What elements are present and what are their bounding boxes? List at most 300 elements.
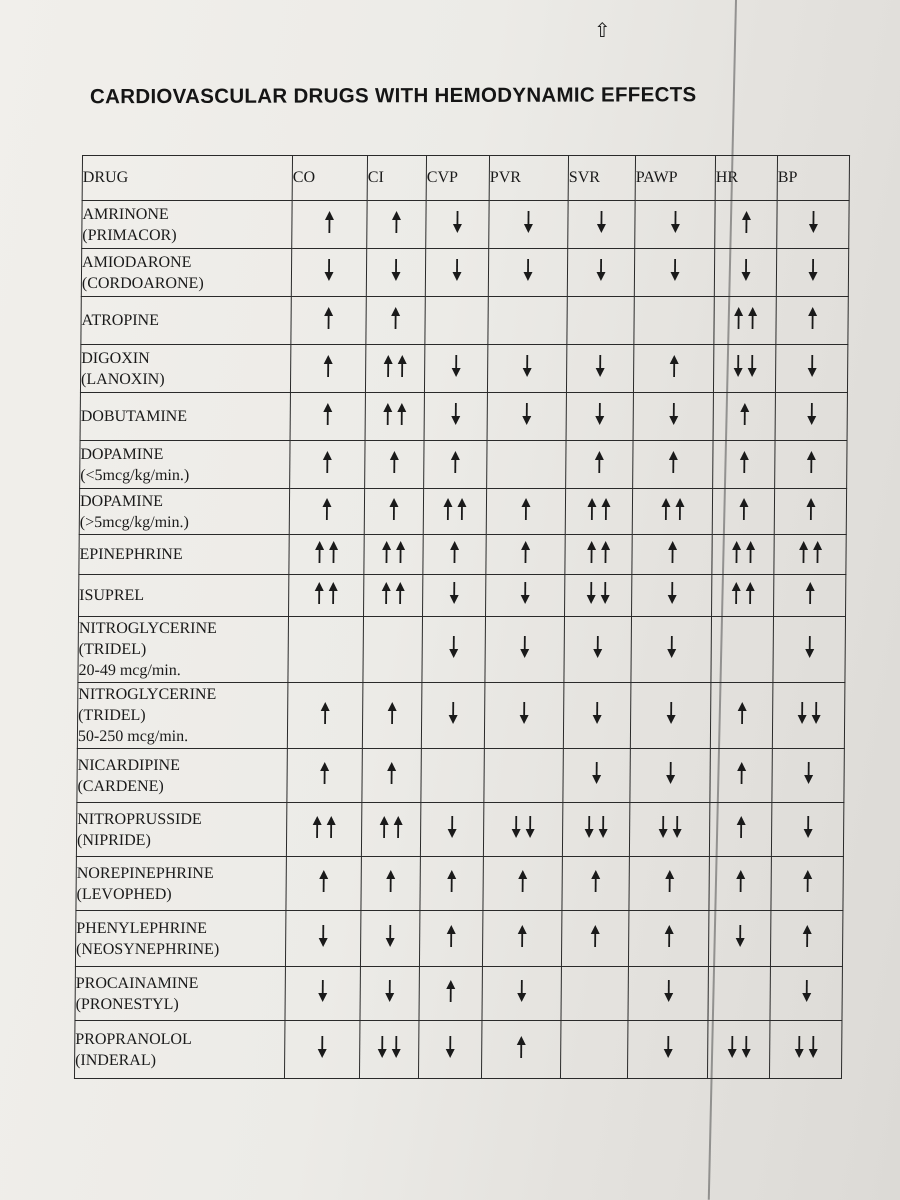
effect-cell-co (289, 489, 364, 535)
drug-name-line: (INDERAL) (75, 1051, 157, 1069)
arrow-up-icon (520, 497, 532, 521)
arrow-up-icon (744, 581, 756, 605)
drug-name-line: DOPAMINE (79, 492, 164, 510)
arrow-up-icon (663, 869, 675, 893)
arrow-up-icon (736, 701, 748, 725)
effect-cell-svr (568, 201, 635, 249)
column-header-pvr: PVR (489, 156, 568, 201)
arrow-up-icon (386, 761, 398, 785)
arrow-down-icon (810, 701, 822, 725)
arrow-down-icon (595, 210, 607, 234)
effect-cell-pawp (629, 803, 709, 857)
arrow-down-icon (583, 815, 595, 839)
arrow-up-icon (446, 869, 458, 893)
table-row (77, 683, 845, 749)
arrow-down-icon (448, 635, 460, 659)
arrow-up-icon (737, 497, 749, 521)
effect-cell-co (286, 803, 361, 857)
arrow-down-icon (521, 354, 533, 378)
arrow-up-icon (390, 210, 402, 234)
drug-name-line: NITROGLYCERINE (78, 686, 217, 703)
arrow-up-icon (811, 540, 823, 564)
arrow-up-icon (321, 450, 333, 474)
effect-cell-svr (565, 575, 632, 617)
effect-cell-co (287, 749, 362, 803)
effect-cell-svr (561, 967, 628, 1021)
effect-cell-hr (708, 967, 770, 1021)
arrow-down-icon (796, 701, 808, 725)
effect-cell-ci (362, 749, 421, 803)
drug-name-cell (80, 393, 290, 441)
arrow-up-icon (323, 210, 335, 234)
effect-cell-bp (771, 803, 843, 857)
drug-name-cell (79, 575, 289, 617)
arrow-up-icon (730, 540, 742, 564)
effect-cell-ci (361, 857, 420, 911)
effect-cell-cvp (423, 489, 486, 535)
effect-cell-hr (712, 489, 774, 535)
arrow-down-icon (521, 402, 533, 426)
arrow-down-icon (316, 1035, 328, 1059)
arrow-down-icon (732, 354, 744, 378)
table-row (80, 345, 847, 393)
arrow-down-icon (740, 1035, 752, 1059)
drug-name-line: ISUPREL (79, 587, 145, 604)
effect-cell-bp (775, 345, 847, 393)
arrow-up-icon (382, 354, 394, 378)
effect-cell-bp (769, 1021, 842, 1079)
drug-name-line: DOBUTAMINE (80, 408, 188, 425)
effect-cell-bp (775, 393, 847, 441)
arrow-up-icon (313, 581, 325, 605)
corner-arrow-mark: ⇧ (594, 18, 611, 42)
arrow-down-icon (591, 701, 603, 725)
effect-cell-pvr (486, 489, 565, 535)
effect-cell-bp (770, 911, 842, 967)
effect-cell-co (291, 249, 366, 297)
effect-cell-co (290, 393, 365, 441)
arrow-up-icon (319, 701, 331, 725)
drug-name-cell (75, 967, 285, 1021)
effect-cell-pawp (632, 535, 712, 575)
drug-name-line: NITROGLYCERINE (78, 620, 217, 637)
effect-cell-svr (562, 803, 629, 857)
effect-cell-pawp (632, 575, 712, 617)
effect-cell-bp (772, 749, 844, 803)
drug-name-line: 20-49 mcg/min. (78, 662, 181, 679)
table-row (79, 575, 846, 617)
effect-cell-pawp (634, 249, 714, 297)
arrow-up-icon (386, 701, 398, 725)
arrow-down-icon (510, 815, 522, 839)
column-header-cvp: CVP (426, 156, 489, 201)
effect-cell-cvp (420, 857, 483, 911)
effect-cell-pawp (632, 489, 712, 535)
table-row (74, 1021, 842, 1079)
arrow-up-icon (589, 924, 601, 948)
effect-cell-hr (707, 1021, 770, 1079)
effect-cell-co (286, 857, 361, 911)
arrow-up-icon (519, 540, 531, 564)
arrow-down-icon (451, 210, 463, 234)
effect-cell-pawp (633, 345, 713, 393)
arrow-down-icon (595, 258, 607, 282)
column-header-bp: BP (777, 156, 849, 201)
arrow-up-icon (744, 540, 756, 564)
effect-cell-pawp (630, 749, 710, 803)
arrow-up-icon (805, 450, 817, 474)
effect-cell-pvr (489, 201, 568, 249)
arrow-up-icon (734, 869, 746, 893)
arrow-down-icon (800, 979, 812, 1003)
arrow-down-icon (447, 701, 459, 725)
effect-cell-hr (710, 749, 772, 803)
arrow-up-icon (738, 450, 750, 474)
arrow-down-icon (662, 979, 674, 1003)
arrow-up-icon (396, 402, 408, 426)
arrow-down-icon (671, 815, 683, 839)
drug-name-cell (80, 441, 290, 489)
drug-name-line: (LANOXIN) (81, 370, 165, 388)
effect-cell-cvp (420, 803, 483, 857)
arrow-down-icon (739, 258, 751, 282)
arrow-up-icon (382, 402, 394, 426)
arrow-up-icon (668, 354, 680, 378)
table-row (82, 201, 849, 249)
drug-name-line: NICARDIPINE (77, 756, 181, 774)
arrow-up-icon (394, 540, 406, 564)
table-row (75, 911, 842, 967)
effect-cell-bp (770, 967, 842, 1021)
effect-cell-hr (709, 803, 771, 857)
effect-cell-bp (777, 201, 849, 249)
arrow-up-icon (804, 497, 816, 521)
effect-cell-pvr (484, 683, 564, 749)
arrow-up-icon (322, 402, 334, 426)
drug-name-line: (CARDENE) (77, 777, 164, 795)
drug-name-line: (>5mcg/kg/min.) (79, 513, 189, 531)
arrow-up-icon (445, 924, 457, 948)
drug-name-line: AMIODARONE (82, 253, 192, 271)
arrow-down-icon (444, 1035, 456, 1059)
effect-cell-bp (774, 575, 846, 617)
effect-cell-co (290, 441, 365, 489)
effect-cell-svr (567, 249, 634, 297)
effect-cell-ci (361, 803, 420, 857)
arrow-down-icon (384, 979, 396, 1003)
arrow-down-icon (805, 402, 817, 426)
effect-cell-ci (360, 911, 419, 967)
effect-cell-cvp (423, 575, 486, 617)
table-row (79, 535, 846, 575)
effect-cell-pvr (485, 617, 565, 683)
effect-cell-bp (776, 249, 848, 297)
effect-cell-co (289, 575, 364, 617)
effect-cell-pvr (487, 441, 566, 489)
arrow-down-icon (793, 1035, 805, 1059)
drug-name-cell (80, 345, 290, 393)
effect-cell-hr (713, 441, 775, 489)
drug-name-line: (CORDOARONE) (81, 274, 204, 292)
arrow-down-icon (807, 210, 819, 234)
effect-cell-hr (712, 535, 774, 575)
effect-cell-pvr (488, 249, 567, 297)
effect-cell-pawp (629, 857, 709, 911)
drug-name-cell (81, 249, 291, 297)
effect-cell-pvr (488, 297, 567, 345)
arrow-up-icon (804, 581, 816, 605)
arrow-up-icon (319, 761, 331, 785)
effect-cell-cvp (419, 967, 482, 1021)
arrow-down-icon (594, 402, 606, 426)
table-row (80, 441, 847, 489)
arrow-down-icon (746, 354, 758, 378)
effect-cell-pawp (631, 617, 712, 683)
effect-cell-co (284, 1021, 360, 1079)
effect-cell-bp (771, 857, 843, 911)
arrow-up-icon (325, 815, 337, 839)
table-row (78, 617, 846, 683)
hemodynamic-effects-table (74, 155, 850, 1079)
effect-cell-bp (775, 441, 847, 489)
effect-cell-svr (566, 345, 633, 393)
arrow-up-icon (313, 540, 325, 564)
arrow-down-icon (519, 581, 531, 605)
arrow-up-icon (590, 869, 602, 893)
effect-cell-bp (772, 683, 845, 749)
effect-cell-cvp (424, 441, 487, 489)
effect-cell-svr (566, 441, 633, 489)
arrow-up-icon (801, 924, 813, 948)
arrow-up-icon (392, 815, 404, 839)
drug-name-line: (LEVOPHED) (76, 885, 172, 903)
effect-cell-hr (714, 297, 776, 345)
effect-cell-cvp (426, 201, 489, 249)
drug-name-line: (<5mcg/kg/min.) (80, 466, 190, 484)
arrow-down-icon (323, 258, 335, 282)
effect-cell-ci (365, 345, 424, 393)
arrow-up-icon (600, 497, 612, 521)
column-header-co: CO (292, 156, 367, 201)
effect-cell-ci (363, 617, 423, 683)
arrow-up-icon (442, 497, 454, 521)
table-row (76, 803, 843, 857)
arrow-down-icon (806, 354, 818, 378)
arrow-up-icon (740, 210, 752, 234)
arrow-up-icon (735, 761, 747, 785)
effect-cell-pawp (633, 441, 713, 489)
arrow-up-icon (388, 497, 400, 521)
effect-cell-ci (367, 201, 426, 249)
drug-name-cell (76, 803, 286, 857)
effect-cell-svr (565, 489, 632, 535)
table-row (81, 297, 848, 345)
effect-cell-ci (362, 683, 422, 749)
arrow-down-icon (446, 815, 458, 839)
drug-name-line: PHENYLEPHRINE (76, 919, 208, 937)
arrow-down-icon (451, 258, 463, 282)
effect-cell-hr (709, 857, 771, 911)
effect-cell-ci (364, 535, 423, 575)
drug-name-cell (78, 617, 289, 683)
effect-cell-cvp (423, 535, 486, 575)
effect-cell-cvp (421, 749, 484, 803)
effect-cell-co (287, 683, 363, 749)
effect-cell-cvp (419, 911, 482, 967)
drug-name-line: AMRINONE (82, 205, 169, 223)
arrow-down-icon (657, 815, 669, 839)
effect-cell-pvr (483, 857, 562, 911)
table-row (79, 489, 846, 535)
arrow-up-icon (663, 924, 675, 948)
drug-name-cell (82, 201, 292, 249)
arrow-down-icon (516, 979, 528, 1003)
arrow-down-icon (390, 258, 402, 282)
effect-cell-svr (561, 911, 628, 967)
arrow-down-icon (448, 581, 460, 605)
arrow-up-icon (732, 306, 744, 330)
drug-name-cell (79, 535, 289, 575)
arrow-up-icon (666, 540, 678, 564)
arrow-down-icon (450, 354, 462, 378)
drug-name-cell (75, 911, 285, 967)
effect-cell-hr (713, 393, 775, 441)
arrow-down-icon (522, 210, 534, 234)
effect-cell-pvr (487, 393, 566, 441)
effect-cell-co (289, 535, 364, 575)
column-header-pawp: PAWP (635, 156, 715, 201)
effect-cell-pawp (634, 297, 714, 345)
arrow-down-icon (726, 1035, 738, 1059)
effect-cell-bp (773, 617, 846, 683)
arrow-up-icon (318, 869, 330, 893)
arrow-up-icon (673, 497, 685, 521)
effect-cell-ci (364, 575, 423, 617)
arrow-down-icon (668, 258, 680, 282)
arrow-up-icon (746, 306, 758, 330)
arrow-up-icon (380, 581, 392, 605)
arrow-down-icon (662, 1035, 674, 1059)
effect-cell-co (291, 297, 366, 345)
arrow-up-icon (806, 306, 818, 330)
arrow-down-icon (664, 761, 676, 785)
arrow-down-icon (669, 210, 681, 234)
arrow-down-icon (376, 1035, 388, 1059)
drug-name-line: (TRIDEL) (78, 641, 147, 658)
effect-cell-pawp (628, 911, 708, 967)
drug-name-cell (77, 749, 287, 803)
effect-cell-ci (366, 297, 425, 345)
arrow-up-icon (394, 581, 406, 605)
arrow-up-icon (396, 354, 408, 378)
arrow-down-icon (807, 1035, 819, 1059)
effect-cell-hr (714, 249, 776, 297)
arrow-up-icon (449, 450, 461, 474)
arrow-up-icon (323, 306, 335, 330)
effect-cell-pawp (627, 1021, 708, 1079)
effect-cell-cvp (421, 683, 485, 749)
arrow-up-icon (515, 1035, 527, 1059)
arrow-up-icon (735, 815, 747, 839)
drug-name-line: DIGOXIN (81, 349, 150, 367)
effect-cell-svr (564, 617, 632, 683)
arrow-down-icon (591, 761, 603, 785)
table-row (76, 857, 843, 911)
page-title: CARDIOVASCULAR DRUGS WITH HEMODYNAMIC EFFECTS (89, 83, 697, 109)
arrow-up-icon (388, 450, 400, 474)
arrow-up-icon (327, 540, 339, 564)
arrow-up-icon (599, 540, 611, 564)
effect-cell-pvr (481, 1021, 561, 1079)
effect-cell-co (285, 911, 360, 967)
arrow-up-icon (448, 540, 460, 564)
arrow-up-icon (586, 497, 598, 521)
arrow-down-icon (390, 1035, 402, 1059)
table-row (75, 967, 842, 1021)
arrow-down-icon (667, 402, 679, 426)
drug-name-cell (76, 857, 286, 911)
drug-name-line: 50-250 mcg/min. (77, 728, 189, 745)
arrow-down-icon (802, 761, 814, 785)
effect-cell-pvr (482, 967, 561, 1021)
effect-cell-hr (713, 345, 775, 393)
effect-cell-bp (774, 489, 846, 535)
effect-cell-pawp (630, 683, 711, 749)
drug-name-line: (PRIMACOR) (82, 226, 177, 244)
effect-cell-svr (567, 297, 634, 345)
drug-name-line: (PRONESTYL) (75, 995, 179, 1013)
arrow-down-icon (524, 815, 536, 839)
effect-cell-pvr (486, 575, 565, 617)
effect-cell-pawp (635, 201, 715, 249)
column-header-drug: DRUG (82, 156, 292, 201)
arrow-down-icon (317, 979, 329, 1003)
effect-cell-co (285, 967, 360, 1021)
effect-cell-pawp (633, 393, 713, 441)
arrow-up-icon (667, 450, 679, 474)
effect-cell-svr (562, 857, 629, 911)
drug-name-cell (77, 683, 288, 749)
column-header-hr: HR (715, 156, 777, 201)
arrow-down-icon (802, 815, 814, 839)
arrow-down-icon (519, 635, 531, 659)
drug-name-line: PROPRANOLOL (75, 1030, 192, 1048)
drug-name-line: (TRIDEL) (78, 707, 146, 724)
effect-cell-svr (566, 393, 633, 441)
effect-cell-svr (560, 1021, 628, 1079)
effect-cell-ci (366, 249, 425, 297)
arrow-up-icon (738, 402, 750, 426)
arrow-down-icon (450, 402, 462, 426)
effect-cell-hr (710, 683, 773, 749)
effect-cell-ci (359, 1021, 419, 1079)
table-row (81, 249, 848, 297)
arrow-up-icon (585, 540, 597, 564)
arrow-up-icon (378, 815, 390, 839)
drug-name-cell (81, 297, 291, 345)
column-header-ci: CI (367, 156, 426, 201)
arrow-down-icon (522, 258, 534, 282)
drug-name-line: NITROPRUSSIDE (77, 810, 202, 828)
effect-cell-pvr (483, 803, 562, 857)
arrow-up-icon (516, 924, 528, 948)
arrow-down-icon (585, 581, 597, 605)
effect-cell-svr (565, 535, 632, 575)
column-header-svr: SVR (568, 156, 635, 201)
effect-cell-co (288, 617, 364, 683)
arrow-down-icon (594, 354, 606, 378)
effect-cell-cvp (422, 617, 486, 683)
